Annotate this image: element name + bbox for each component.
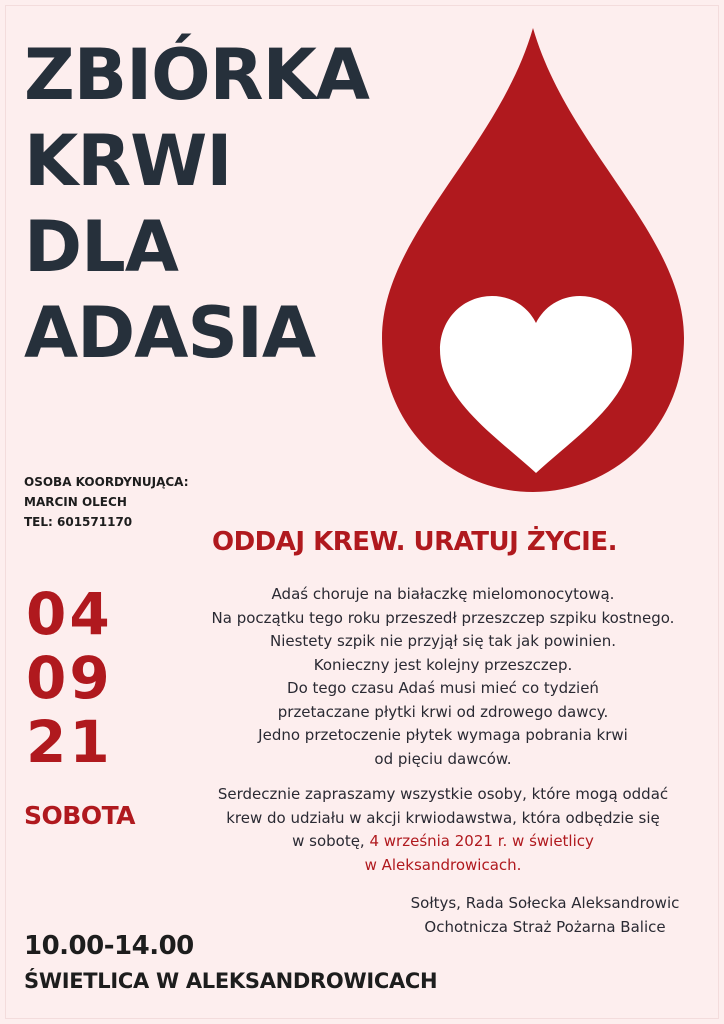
date-month: 09 xyxy=(26,644,113,712)
organizer-line-2: Ochotnicza Straż Pożarna Balice xyxy=(424,918,666,936)
story-line-2: Na początku tego roku przeszedł przeszczep szpiku kostnego. xyxy=(211,608,675,627)
slogan: ODDAJ KREW. URATUJ ŻYCIE. xyxy=(212,527,617,557)
date-day: 04 xyxy=(26,580,113,648)
story-line-6: przetaczane płytki krwi od zdrowego dawcy. xyxy=(277,702,609,721)
invite-line-1: Serdecznie zapraszamy wszystkie osoby, które mogą oddać xyxy=(217,785,669,803)
blood-drop-icon xyxy=(378,20,688,500)
organizers xyxy=(370,891,720,939)
date-year: 21 xyxy=(26,708,113,776)
story-line-4: Konieczny jest kolejny przeszczep. xyxy=(313,655,573,674)
story-paragraph xyxy=(178,583,708,771)
coordinator-name: MARCIN OLECH xyxy=(24,495,127,509)
event-place: ŚWIETLICA W ALEKSANDROWICACH xyxy=(24,969,438,993)
organizer-line-1: Sołtys, Rada Sołecka Aleksandrowic xyxy=(410,894,680,912)
coordinator-label: OSOBA KOORDYNUJĄCA: xyxy=(24,475,189,489)
title-line-2: KRWI xyxy=(24,120,232,202)
invite-paragraph xyxy=(178,783,708,877)
story-line-7: Jedno przetoczenie płytek wymaga pobrania krwi xyxy=(258,726,628,744)
invite-date-highlight: 4 września 2021 r. w świetlicy xyxy=(369,832,594,850)
title-line-4: ADASIA xyxy=(24,292,316,374)
title-line-1: ZBIÓRKA xyxy=(24,34,369,116)
poster-title xyxy=(24,32,369,376)
invite-line-3 xyxy=(178,830,708,854)
invite-place-highlight: w Aleksandrowicach. xyxy=(364,855,522,874)
title-line-3: DLA xyxy=(24,206,178,288)
coordinator-phone: TEL: 601571170 xyxy=(24,515,133,529)
invite-line-2: krew do udziału w akcji krwiodawstwa, która odbędzie się xyxy=(226,808,660,827)
event-date xyxy=(26,582,113,774)
story-line-3: Niestety szpik nie przyjął się tak jak powinien. xyxy=(269,632,617,650)
event-weekday: SOBOTA xyxy=(24,801,136,830)
invite-line-3-prefix: w sobotę, xyxy=(292,832,370,850)
event-time: 10.00-14.00 xyxy=(24,931,194,961)
coordinator-info xyxy=(24,472,189,532)
story-line-5: Do tego czasu Adaś musi mieć co tydzień xyxy=(287,679,599,697)
story-line-8: od pięciu dawców. xyxy=(374,749,512,768)
story-line-1: Adaś choruje na białaczkę mielomonocytową. xyxy=(271,585,615,603)
